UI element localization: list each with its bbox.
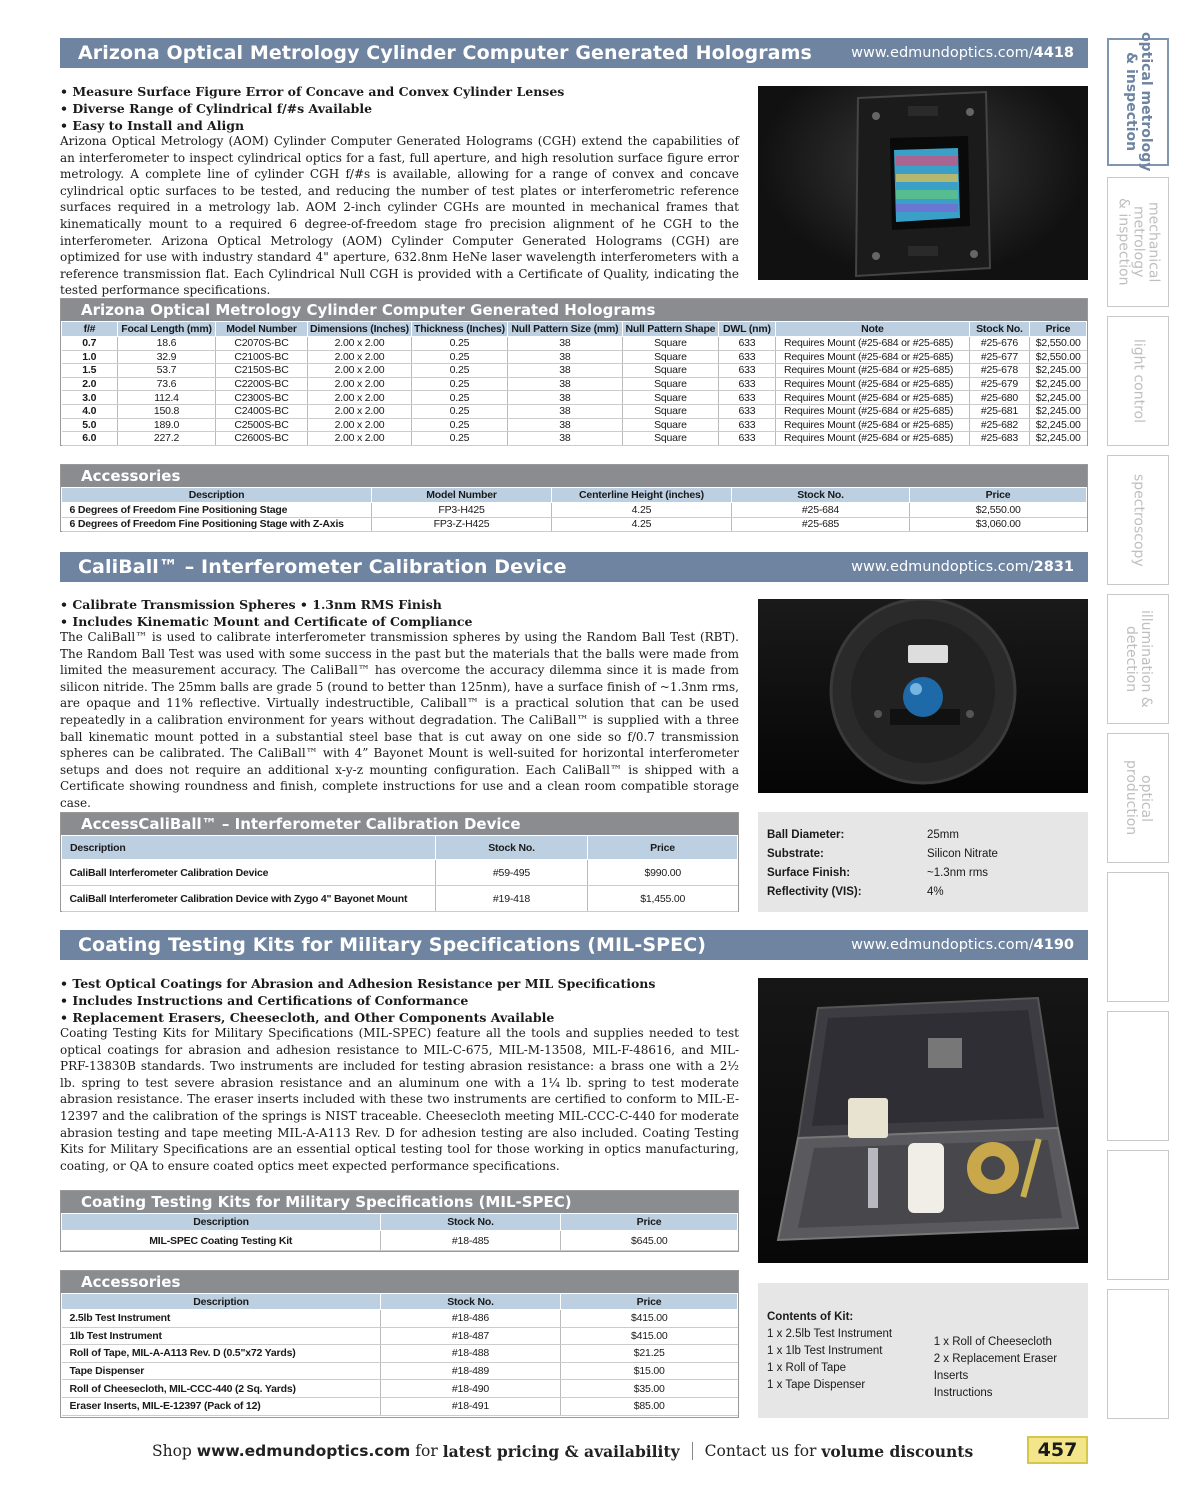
column-header: Price [910,488,1087,503]
table-cell: $990.00 [588,860,738,886]
table-cell: Square [622,337,718,351]
spec-value: 25mm [927,829,959,841]
section-url[interactable]: www.edmundoptics.com/2831 [851,559,1074,575]
spec-row [767,864,1088,883]
table-cell: #59-495 [436,860,588,886]
section-url[interactable]: www.edmundoptics.com/4190 [851,937,1074,953]
table-cell: 2.00 x 2.00 [308,391,412,405]
bullet: • Calibrate Transmission Spheres • 1.3nm RMS Finish [60,597,442,612]
footer: Shop www.edmundoptics.com for latest pricing & availability Contact us for volume discounts [152,1441,974,1461]
table-row [62,860,738,886]
table-cell: FP3-Z-H425 [372,517,552,532]
table-cell: 5.0 [62,418,118,432]
sidebar-tab-label: light control [1130,338,1147,423]
table-title: Accessories [61,1271,738,1293]
table-row [62,1310,738,1328]
table-cell: 0.25 [412,337,508,351]
table-cell: C2400S-BC [216,404,308,418]
column-header: Stock No. [436,836,588,860]
table-cell: 0.25 [412,404,508,418]
sidebar-tab-label: mechanical metrology & inspection [1115,198,1162,286]
sidebar-tab-7[interactable] [1107,872,1169,1002]
bullet: • Easy to Install and Align [60,118,245,133]
table-row [62,350,1087,364]
table-cell: Roll of Tape, MIL-A-A113 Rev. D (0.5"x72 Yards) [62,1345,381,1363]
table-cell: 38 [507,404,622,418]
table-cell: 38 [507,418,622,432]
table-cell: 633 [718,391,775,405]
table-cell: $2,245.00 [1029,432,1086,446]
sidebar-tab-9[interactable] [1107,1150,1169,1280]
cgh-data-table [61,321,1087,446]
table-cell: Requires Mount (#25-684 or #25-685) [775,432,969,446]
table-cell: Requires Mount (#25-684 or #25-685) [775,418,969,432]
table-cell: #25-677 [969,350,1029,364]
caliball-data-table [61,835,738,912]
sidebar-tab-4[interactable] [1107,455,1169,585]
table-row [62,1397,738,1415]
product-description: Arizona Optical Metrology (AOM) Cylinder Computer Generated Holograms (CGH) extend the capabilities of an interferometer to inspect cylindrical optics for a fast, full aperture, and high resolution surface figure error metrology. A complete line of cylinder CGH f/#s is available, allowing for a range of convex and concave cylindrical optic surfaces to be tested, and reducing the number of test plates or interferometric reference surfaces required in a metrology lab. AOM 2-inch cylinder CGHs are mounted in mechanical frames that kinematically mount to a required 6 degree-of-freedom stage fro precision alignment of he CGH to the interferometer. Arizona Optical Metrology (AOM) Cylinder Computer Generated Holograms (CGH) are optimized for use with industry standard 4" aperture, 632.8nm HeNe laser wavelength interferometers with a reference transmission flat. Each Cylindrical Null CGH is provided with a Certificate of Quality, indicating the tested performance specifications. [60,134,739,298]
caliball-table [60,812,739,912]
section-title: Coating Testing Kits for Military Specifications (MIL-SPEC) [78,934,707,956]
table-row [62,391,1087,405]
table-cell: 6 Degrees of Freedom Fine Positioning Stage with Z-Axis [62,517,372,532]
table-cell: #19-418 [436,886,588,912]
table-cell: 0.25 [412,391,508,405]
table-cell: #25-684 [732,503,910,518]
column-header: Description [62,1214,381,1231]
column-header: Description [62,836,436,860]
table-cell: Square [622,364,718,378]
table-cell: 633 [718,350,775,364]
feature-bullets [60,596,750,630]
milspec-data-table [61,1213,738,1251]
kit-item: 1 x 2.5lb Test Instrument [767,1328,893,1340]
table-cell: 2.0 [62,377,118,391]
table-cell: C2600S-BC [216,432,308,446]
table-title: Coating Testing Kits for Military Specifications (MIL-SPEC) [61,1191,738,1213]
kit-title: Contents of Kit: [767,1311,854,1323]
table-cell: #18-486 [381,1310,561,1328]
table-row [62,404,1087,418]
table-row [62,1231,738,1251]
table-cell: 18.6 [118,337,216,351]
table-cell: 0.25 [412,364,508,378]
cgh-accessories-table [60,464,1088,532]
product-description: The CaliBall™ is used to calibrate interferometer transmission spheres by using the Random Ball Test (RBT). The Random Ball Test was used with some success in the past but the materials that the balls were made from limited the measurement accuracy. The CaliBall™ has overcome the accuracy dilemma since it is made from silicon nitride. The 25mm balls are grade 5 (round to better than 125nm), have a surface finish of ~1.3nm rms, are opaque and 11% reflective. Virtually indestructible, Caliball™ is a practical solution that can be used repeatedly in a calibration environment for years without degradation. The CaliBall™ is supplied with a three ball kinematic mount potted in a substantial steel base that is cut away on one side so f/0.7 transmission spheres can be calibrated. The CaliBall™ with 4” Bayonet Mount is well-suited for horizontal interferometer setups and does not require an additional x-y-z mounting configuration. Each CaliBall™ is shipped with a Certificate showing roundness and finish, complete instructions for use and a clean room compatible storage case. [60,630,739,810]
bullet: • Diverse Range of Cylindrical f/#s Available [60,101,373,116]
table-cell: $415.00 [561,1327,738,1345]
spec-row [767,826,1088,845]
table-row [62,1345,738,1363]
footer-divider [692,1442,693,1460]
column-header: DWL (nm) [718,322,775,337]
table-cell: $35.00 [561,1380,738,1398]
table-cell: 38 [507,377,622,391]
sidebar-tab-1[interactable] [1107,32,1169,172]
sidebar-tab-8[interactable] [1107,1011,1169,1141]
table-row [62,364,1087,378]
table-cell: Square [622,418,718,432]
table-cell: 53.7 [118,364,216,378]
sidebar-tab-3[interactable] [1107,316,1169,446]
column-header: Model Number [372,488,552,503]
table-cell: Square [622,432,718,446]
milspec-table [60,1190,739,1252]
table-cell: Eraser Inserts, MIL-E-12397 (Pack of 12) [62,1397,381,1415]
column-header: Price [561,1294,738,1310]
sidebar-tab-10[interactable] [1107,1289,1169,1419]
column-header: Thickness (Inches) [412,322,508,337]
table-cell: C2200S-BC [216,377,308,391]
table-cell: #25-676 [969,337,1029,351]
table-cell: MIL-SPEC Coating Testing Kit [62,1231,381,1251]
table-cell: 38 [507,364,622,378]
spec-label: Ball Diameter: [767,829,845,841]
table-title: Arizona Optical Metrology Cylinder Computer Generated Holograms [61,299,1087,321]
table-cell: 38 [507,391,622,405]
table-cell: Requires Mount (#25-684 or #25-685) [775,377,969,391]
section-url[interactable]: www.edmundoptics.com/4418 [851,45,1074,61]
table-cell: Requires Mount (#25-684 or #25-685) [775,391,969,405]
spec-label: Reflectivity (VIS): [767,886,862,898]
table-cell: Requires Mount (#25-684 or #25-685) [775,337,969,351]
table-cell: C2070S-BC [216,337,308,351]
feature-bullets [60,83,750,134]
column-header: Price [561,1214,738,1231]
table-cell: #18-490 [381,1380,561,1398]
cgh-product-photo [758,86,1088,280]
table-cell: 6 Degrees of Freedom Fine Positioning Stage [62,503,372,518]
table-cell: 2.00 x 2.00 [308,418,412,432]
table-cell: 2.00 x 2.00 [308,364,412,378]
feature-bullets [60,975,750,1026]
section-title: CaliBall™ – Interferometer Calibration Device [78,556,567,578]
cgh-table [60,298,1088,446]
table-cell: 0.25 [412,350,508,364]
kit-contents [758,1283,1088,1418]
table-cell: $2,245.00 [1029,404,1086,418]
table-row [62,337,1087,351]
table-cell: $2,245.00 [1029,377,1086,391]
table-cell: 112.4 [118,391,216,405]
table-cell: 1.0 [62,350,118,364]
sidebar-tab-6[interactable] [1107,733,1169,863]
kit-item: 1 x Roll of Cheesecloth [933,1336,1052,1348]
column-header: Price [588,836,738,860]
column-header: Centerline Height (inches) [552,488,732,503]
kit-item: 1 x 1lb Test Instrument [767,1345,883,1357]
table-cell: Square [622,404,718,418]
table-cell: 633 [718,377,775,391]
spec-label: Surface Finish: [767,867,851,879]
table-cell: 4.25 [552,517,732,532]
table-cell: Requires Mount (#25-684 or #25-685) [775,350,969,364]
table-row [62,886,738,912]
table-cell: 32.9 [118,350,216,364]
table-cell: 0.7 [62,337,118,351]
table-cell: Requires Mount (#25-684 or #25-685) [775,404,969,418]
table-cell: $2,245.00 [1029,364,1086,378]
column-header: Focal Length (mm) [118,322,216,337]
milspec-accessories-table [60,1270,739,1418]
table-cell: #25-680 [969,391,1029,405]
caliball-specs [758,812,1088,912]
table-cell: #25-681 [969,404,1029,418]
section-header-aom [60,38,1088,68]
table-row [62,517,1087,532]
column-header: Model Number [216,322,308,337]
sidebar-tab-2[interactable] [1107,177,1169,307]
accessories-data-table [61,1293,738,1416]
table-row [62,432,1087,446]
table-cell: #25-678 [969,364,1029,378]
table-cell: 633 [718,418,775,432]
table-cell: C2100S-BC [216,350,308,364]
spec-row [767,883,1088,902]
page-number: 457 [1027,1436,1088,1464]
table-cell: #18-489 [381,1362,561,1380]
table-cell: CaliBall Interferometer Calibration Device [62,860,436,886]
spec-value: Silicon Nitrate [927,848,998,860]
bullet: • Test Optical Coatings for Abrasion and Adhesion Resistance per MIL Specifications [60,976,656,991]
table-cell: CaliBall Interferometer Calibration Device with Zygo 4" Bayonet Mount [62,886,436,912]
table-cell: 633 [718,404,775,418]
table-cell: #25-679 [969,377,1029,391]
table-row [62,418,1087,432]
bullet: • Includes Kinematic Mount and Certificate of Compliance [60,614,473,629]
table-cell: 0.25 [412,432,508,446]
table-cell: 2.00 x 2.00 [308,377,412,391]
table-cell: Square [622,350,718,364]
column-header: Stock No. [381,1214,561,1231]
table-cell: C2150S-BC [216,364,308,378]
table-cell: 4.0 [62,404,118,418]
kit-item: 1 x Tape Dispenser [767,1379,866,1391]
table-cell: Requires Mount (#25-684 or #25-685) [775,364,969,378]
table-row [62,503,1087,518]
column-header: Null Pattern Size (mm) [507,322,622,337]
bullet: • Replacement Erasers, Cheesecloth, and Other Components Available [60,1010,555,1025]
product-description: Coating Testing Kits for Military Specifications (MIL-SPEC) feature all the tools and supplies needed to test optical coatings for abrasion and adhesion resistance to MIL-C-675, MIL-M-13508, MIL-F-48616, and MIL-PRF-13830B standards. Two instruments are included for testing abrasion resistance: a brass one with a 2½ lb. spring to test severe abrasion resistance and an aluminum one with a 1¼ lb. spring to test moderate abrasion resistance. The eraser inserts included with these two instruments are certified to conform to MIL-E-12397 and the calibration of the springs is NIST traceable. Cheesecloth meeting MIL-CCC-C-440 for moderate abrasion testing and tape meeting MIL-A-A113 Rev. D for adhesion testing are also included. Coating Testing Kits for Military Specifications are an essential optical testing tool for those working in optics manufacturing, coating, or QA to ensure coated optics meet expected performance specifications. [60,1026,739,1173]
table-row [62,1327,738,1345]
table-cell: 38 [507,432,622,446]
table-cell: 2.00 x 2.00 [308,337,412,351]
table-cell: $15.00 [561,1362,738,1380]
column-header: Stock No. [969,322,1029,337]
table-row [62,1380,738,1398]
table-cell: $2,245.00 [1029,391,1086,405]
table-cell: #25-682 [969,418,1029,432]
column-header: Description [62,1294,381,1310]
table-cell: 2.5lb Test Instrument [62,1310,381,1328]
sidebar-tab-label: spectroscopy [1130,473,1147,567]
table-cell: 150.8 [118,404,216,418]
table-row [62,1362,738,1380]
spec-row [767,845,1088,864]
table-cell: $2,550.00 [910,503,1087,518]
table-cell: 189.0 [118,418,216,432]
caliball-product-photo [758,599,1088,793]
table-cell: 1.5 [62,364,118,378]
table-cell: 2.00 x 2.00 [308,432,412,446]
table-cell: Roll of Cheesecloth, MIL-CCC-440 (2 Sq. Yards) [62,1380,381,1398]
table-cell: FP3-H425 [372,503,552,518]
bullet: • Measure Surface Figure Error of Concave and Convex Cylinder Lenses [60,84,565,99]
section-header-caliball [60,552,1088,582]
column-header: Dimensions (Inches) [308,322,412,337]
spec-label: Substrate: [767,848,824,860]
accessories-data-table [61,487,1087,532]
table-cell: $2,550.00 [1029,350,1086,364]
footer-site-link[interactable]: www.edmundoptics.com [196,1442,411,1460]
spec-value: ~1.3nm rms [927,867,989,879]
table-cell: 227.2 [118,432,216,446]
table-cell: 0.25 [412,418,508,432]
table-title: AccessCaliBall™ – Interferometer Calibration Device [61,813,738,835]
sidebar-tab-5[interactable] [1107,594,1169,724]
kit-item: 1 x Roll of Tape [767,1362,847,1374]
column-header: Stock No. [381,1294,561,1310]
table-cell: 1lb Test Instrument [62,1327,381,1345]
sidebar-tab-label: illumination & detection [1123,610,1154,708]
spec-value: 4% [927,886,944,898]
table-cell: #18-491 [381,1397,561,1415]
milspec-kit-photo [758,978,1088,1263]
table-cell: C2500S-BC [216,418,308,432]
table-cell: #18-488 [381,1345,561,1363]
column-header: Price [1029,322,1086,337]
table-cell: #25-683 [969,432,1029,446]
table-cell: 6.0 [62,432,118,446]
kit-item: 2 x Replacement Eraser Inserts [933,1353,1058,1382]
table-cell: C2300S-BC [216,391,308,405]
table-cell: Square [622,377,718,391]
table-cell: #18-487 [381,1327,561,1345]
table-cell: 4.25 [552,503,732,518]
table-cell: $3,060.00 [910,517,1087,532]
table-cell: 633 [718,364,775,378]
table-cell: 2.00 x 2.00 [308,404,412,418]
table-cell: 2.00 x 2.00 [308,350,412,364]
column-header: Null Pattern Shape [622,322,718,337]
bullet: • Includes Instructions and Certifications of Conformance [60,993,469,1008]
table-cell: $2,550.00 [1029,337,1086,351]
table-cell: $415.00 [561,1310,738,1328]
table-row [62,377,1087,391]
column-header: Description [62,488,372,503]
table-cell: Square [622,391,718,405]
table-cell: 633 [718,432,775,446]
table-cell: 0.25 [412,377,508,391]
table-cell: 3.0 [62,391,118,405]
table-title: Accessories [61,465,1087,487]
table-cell: $85.00 [561,1397,738,1415]
sidebar-tab-label: optical production [1123,760,1154,836]
column-header: Stock No. [732,488,910,503]
table-cell: $645.00 [561,1231,738,1251]
kit-item: Instructions [933,1387,993,1399]
table-cell: #18-485 [381,1231,561,1251]
column-header: Note [775,322,969,337]
section-title: Arizona Optical Metrology Cylinder Computer Generated Holograms [78,42,812,64]
table-cell: Tape Dispenser [62,1362,381,1380]
table-cell: 633 [718,337,775,351]
table-cell: #25-685 [732,517,910,532]
table-cell: $2,245.00 [1029,418,1086,432]
section-header-milspec [60,930,1088,960]
sidebar-tab-label: optical metrology & inspection [1123,32,1154,172]
table-cell: 38 [507,350,622,364]
table-cell: 73.6 [118,377,216,391]
table-cell: $1,455.00 [588,886,738,912]
table-cell: $21.25 [561,1345,738,1363]
table-cell: 38 [507,337,622,351]
column-header: f/# [62,322,118,337]
